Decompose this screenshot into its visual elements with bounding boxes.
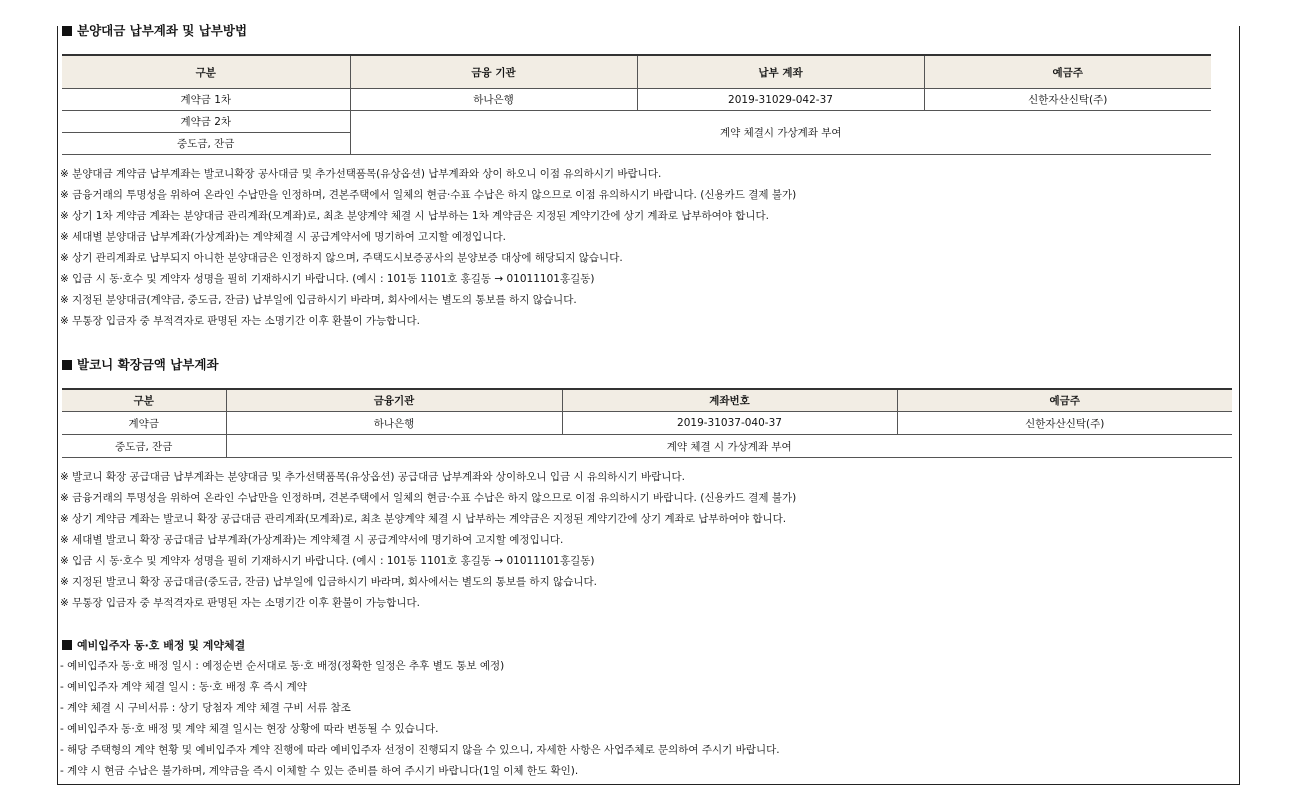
cell-virtual-account-note: 계약 체결 시 가상계좌 부여 <box>226 435 1232 458</box>
payment-account-table <box>62 54 1211 155</box>
balcony-notes-list <box>60 467 796 614</box>
cell-category: 계약금 1차 <box>62 89 350 111</box>
cell-account: 2019-31037-040-37 <box>562 412 897 435</box>
list-item: - 예비입주자 계약 체결 일시 : 동·호 배정 후 즉시 계약 <box>60 681 307 693</box>
list-item: ※ 세대별 분양대금 납부계좌(가상계좌)는 계약체결 시 공급계약서에 명기하여 고지할 예정입니다. <box>60 231 506 243</box>
cell-bank: 하나은행 <box>226 412 562 435</box>
list-item: - 예비입주자 동·호 배정 일시 : 예정순번 순서대로 동·호 배정(정확한 일정은 추후 별도 통보 예정) <box>60 660 505 672</box>
waitlist-items-list <box>60 656 780 782</box>
square-bullet-icon <box>62 360 72 370</box>
list-item: ※ 무통장 입금자 중 부적격자로 판명된 자는 소명기간 이후 환불이 가능합니다. <box>60 315 420 327</box>
list-item: ※ 상기 계약금 계좌는 발코니 확장 공급대금 관리계좌(모계좌)로, 최초 분양계약 체결 시 납부하는 계약금은 지정된 계약기간에 상기 계좌로 납부하여야 합니다. <box>60 513 787 525</box>
header-holder: 예금주 <box>897 389 1232 412</box>
balcony-account-table <box>62 388 1232 458</box>
list-item: ※ 발코니 확장 공급대금 납부계좌는 분양대금 및 추가선택품목(유상옵션) 공급대금 납부계좌와 상이하오니 입금 시 유의하시기 바랍니다. <box>60 471 685 483</box>
list-item: ※ 무통장 입금자 중 부적격자로 판명된 자는 소명기간 이후 환불이 가능합니다. <box>60 597 420 609</box>
section1-title-text: 분양대금 납부계좌 및 납부방법 <box>77 23 248 38</box>
header-account: 납부 계좌 <box>637 55 924 89</box>
square-bullet-icon <box>62 640 72 650</box>
list-item: - 해당 주택형의 계약 현황 및 예비입주자 계약 진행에 따라 예비입주자 선정이 진행되지 않을 수 있으니, 자세한 사항은 사업주체로 문의하여 주시기 바랍니다. <box>60 744 780 756</box>
header-holder: 예금주 <box>924 55 1211 89</box>
list-item: ※ 상기 1차 계약금 계좌는 분양대금 관리계좌(모계좌)로, 최초 분양계약 체결 시 납부하는 1차 계약금은 지정된 계약기간에 상기 계좌로 납부하여야 합니다. <box>60 210 770 222</box>
list-item: ※ 지정된 발코니 확장 공급대금(중도금, 잔금) 납부일에 입금하시기 바라며, 회사에서는 별도의 통보를 하지 않습니다. <box>60 576 597 588</box>
list-item: ※ 세대별 발코니 확장 공급대금 납부계좌(가상계좌)는 계약체결 시 공급계약서에 명기하여 고지할 예정입니다. <box>60 534 564 546</box>
cell-category: 중도금, 잔금 <box>62 435 226 458</box>
list-item: ※ 지정된 분양대금(계약금, 중도금, 잔금) 납부일에 입금하시기 바라며, 회사에서는 별도의 통보를 하지 않습니다. <box>60 294 577 306</box>
list-item: - 예비입주자 동·호 배정 및 계약 체결 일시는 현장 상황에 따라 변동될 수 있습니다. <box>60 723 439 735</box>
table-row <box>62 435 1232 458</box>
list-item: ※ 입금 시 동·호수 및 계약자 성명을 필히 기재하시기 바랍니다. (예시 : 101동 1101호 홍길동 → 01011101홍길동) <box>60 555 595 567</box>
list-item: - 계약 체결 시 구비서류 : 상기 당첨자 계약 체결 구비 서류 참조 <box>60 702 351 714</box>
header-bank: 금융 기관 <box>350 55 637 89</box>
list-item: ※ 분양대금 계약금 납부계좌는 발코니확장 공사대금 및 추가선택품목(유상옵션) 납부계좌와 상이 하오니 이점 유의하시기 바랍니다. <box>60 168 662 180</box>
table-header-row <box>62 389 1232 412</box>
cell-category: 계약금 <box>62 412 226 435</box>
header-category: 구분 <box>62 55 350 89</box>
list-item: ※ 금융거래의 투명성을 위하여 온라인 수납만을 인정하며, 견본주택에서 일체의 현금·수표 수납은 하지 않으므로 이점 유의하시기 바랍니다. (신용카드 결제 불가) <box>60 189 797 201</box>
cell-account: 2019-31029-042-37 <box>637 89 924 111</box>
section-title-waitlist <box>62 638 245 654</box>
list-item: ※ 입금 시 동·호수 및 계약자 성명을 필히 기재하시기 바랍니다. (예시 : 101동 1101호 홍길동 → 01011101홍길동) <box>60 273 595 285</box>
header-category: 구분 <box>62 389 226 412</box>
list-item: - 계약 시 현금 수납은 불가하며, 계약금을 즉시 이체할 수 있는 준비를 하여 주시기 바랍니다(1일 이체 한도 확인). <box>60 765 579 777</box>
section2-title-text: 발코니 확장금액 납부계좌 <box>77 357 219 372</box>
cell-virtual-account-note: 계약 체결시 가상계좌 부여 <box>350 111 1211 155</box>
square-bullet-icon <box>62 26 72 36</box>
cell-holder: 신한자산신탁(주) <box>897 412 1232 435</box>
header-account: 계좌번호 <box>562 389 897 412</box>
section3-title-text: 예비입주자 동·호 배정 및 계약체결 <box>77 639 246 652</box>
table-row <box>62 89 1211 111</box>
header-bank: 금융기관 <box>226 389 562 412</box>
cell-bank: 하나은행 <box>350 89 637 111</box>
cell-category: 계약금 2차 <box>62 111 350 133</box>
cell-category: 중도금, 잔금 <box>62 133 350 155</box>
table-header-row <box>62 55 1211 89</box>
table-row <box>62 412 1232 435</box>
list-item: ※ 금융거래의 투명성을 위하여 온라인 수납만을 인정하며, 견본주택에서 일체의 현금·수표 수납은 하지 않으므로 이점 유의하시기 바랍니다. (신용카드 결제 불가) <box>60 492 797 504</box>
table-row <box>62 111 1211 133</box>
payment-notes-list <box>60 164 796 332</box>
section-title-payment-accounts <box>62 23 247 39</box>
list-item: ※ 상기 관리계좌로 납부되지 아니한 분양대금은 인정하지 않으며, 주택도시보증공사의 분양보증 대상에 해당되지 않습니다. <box>60 252 623 264</box>
section-title-balcony-accounts <box>62 357 219 373</box>
cell-holder: 신한자산신탁(주) <box>924 89 1211 111</box>
